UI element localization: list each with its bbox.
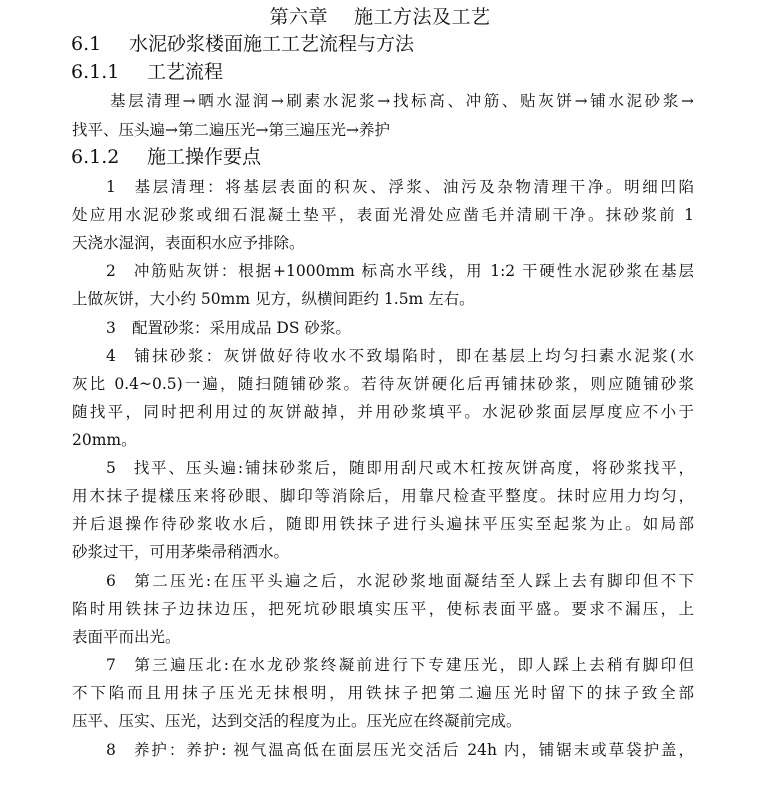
item-line: 不下陷而且用抹子压光无抹根明，用铁抹子把第二遍压光时留下的抹子致全部 — [72, 684, 694, 702]
section-6-1-2-heading — [71, 145, 261, 169]
item-text: 找平、压头遍:铺抹砂浆后，随即用刮尺或木杠按灰饼高度，将砂浆找平， — [132, 459, 694, 477]
process-flow-line: 基层清理→晒水湿润→刷素水泥浆→找标高、冲筋、贴灰饼→铺水泥砂浆→ — [110, 92, 694, 110]
item-line: 并后退操作待砂浆收水后，随即用铁抹子进行头遍抹平压实至起浆为止。如局部 — [72, 515, 694, 533]
item-line: 处应用水泥砂浆或细石混凝土垫平，表面光滑处应凿毛并清刷干净。抹砂浆前 1 — [72, 206, 694, 224]
chapter-number: 第六章 — [269, 6, 328, 28]
process-flow-line: 找平、压头遍→第二遍压光→第三遍压光→养护 — [72, 121, 390, 139]
item-line: 表面平而出光。 — [72, 628, 181, 646]
item-line: 20mm。 — [72, 431, 137, 449]
item-first-line — [106, 317, 694, 339]
item-line: 陷时用铁抹子边抹边压，把死坑砂眼填实压平，使标表面平盛。要求不漏压，上 — [72, 600, 694, 618]
item-text: 铺抹砂浆：灰饼做好待收水不致塌陷时，即在基层上均匀扫素水泥浆(水 — [132, 347, 694, 365]
item-text: 第三遍压北:在水龙砂浆终凝前进行下专建压光，即人踩上去稍有脚印但 — [132, 656, 694, 674]
item-number: 4 — [106, 347, 116, 365]
item-text: 冲筋贴灰饼：根据+1000mm 标高水平线，用 1:2 干硬性水泥砂浆在基层 — [132, 262, 694, 280]
item-line: 灰比 0.4~0.5)一遍，随扫随铺砂浆。若待灰饼硬化后再铺抹砂浆，则应随铺砂浆 — [72, 375, 694, 393]
item-first-line — [106, 570, 694, 592]
item-number: 7 — [106, 656, 116, 674]
section-number: 6.1.1 — [71, 61, 120, 83]
section-number: 6.1 — [71, 33, 102, 55]
item-text: 第二压光:在压平头遍之后，水泥砂浆地面凝结至人踩上去有脚印但不下 — [132, 572, 694, 590]
item-line: 压平、压实、压光，达到交活的程度为止。压光应在终凝前完成。 — [72, 712, 522, 730]
item-first-line — [106, 457, 694, 479]
section-6-1-heading — [71, 32, 414, 56]
section-title: 水泥砂浆楼面施工工艺流程与方法 — [129, 33, 415, 55]
item-number: 8 — [106, 741, 116, 759]
item-first-line — [106, 345, 694, 367]
section-title: 施工操作要点 — [147, 146, 262, 168]
item-text: 基层清理：将基层表面的积灰、浮浆、油污及杂物清理干净。明细凹陷 — [132, 178, 694, 196]
item-number: 6 — [106, 572, 116, 590]
item-text: 养护：养护: 视气温高低在面层压光交活后 24h 内，铺锯末或草袋护盖， — [132, 741, 694, 759]
chapter-title — [0, 6, 760, 28]
item-number: 5 — [106, 459, 116, 477]
item-number: 3 — [106, 319, 116, 337]
item-first-line — [106, 260, 694, 282]
item-first-line — [106, 176, 694, 198]
section-number: 6.1.2 — [71, 146, 120, 168]
item-first-line — [106, 654, 694, 676]
item-line: 上做灰饼，大小约 50mm 见方，纵横间距约 1.5m 左右。 — [72, 290, 475, 308]
item-number: 2 — [106, 262, 116, 280]
item-first-line — [106, 739, 694, 761]
section-6-1-1-heading — [71, 60, 223, 84]
item-text: 配置砂浆：采用成品 DS 砂浆。 — [132, 319, 351, 337]
item-number: 1 — [106, 178, 116, 196]
section-title: 工艺流程 — [147, 61, 224, 83]
chapter-title-text: 施工方法及工艺 — [354, 6, 491, 28]
item-line: 砂浆过干，可用茅柴帚稍洒水。 — [72, 543, 290, 561]
item-line: 随找平，同时把利用过的灰饼敲掉，并用砂浆填平。水泥砂浆面层厚度应不小于 — [72, 403, 694, 421]
item-line: 天浇水湿润，表面积水应予排除。 — [72, 234, 305, 252]
item-line: 用木抹子提樣压来将砂眼、脚印等消除后，用靠尺检查平整度。抹时应用力均匀， — [72, 487, 694, 505]
